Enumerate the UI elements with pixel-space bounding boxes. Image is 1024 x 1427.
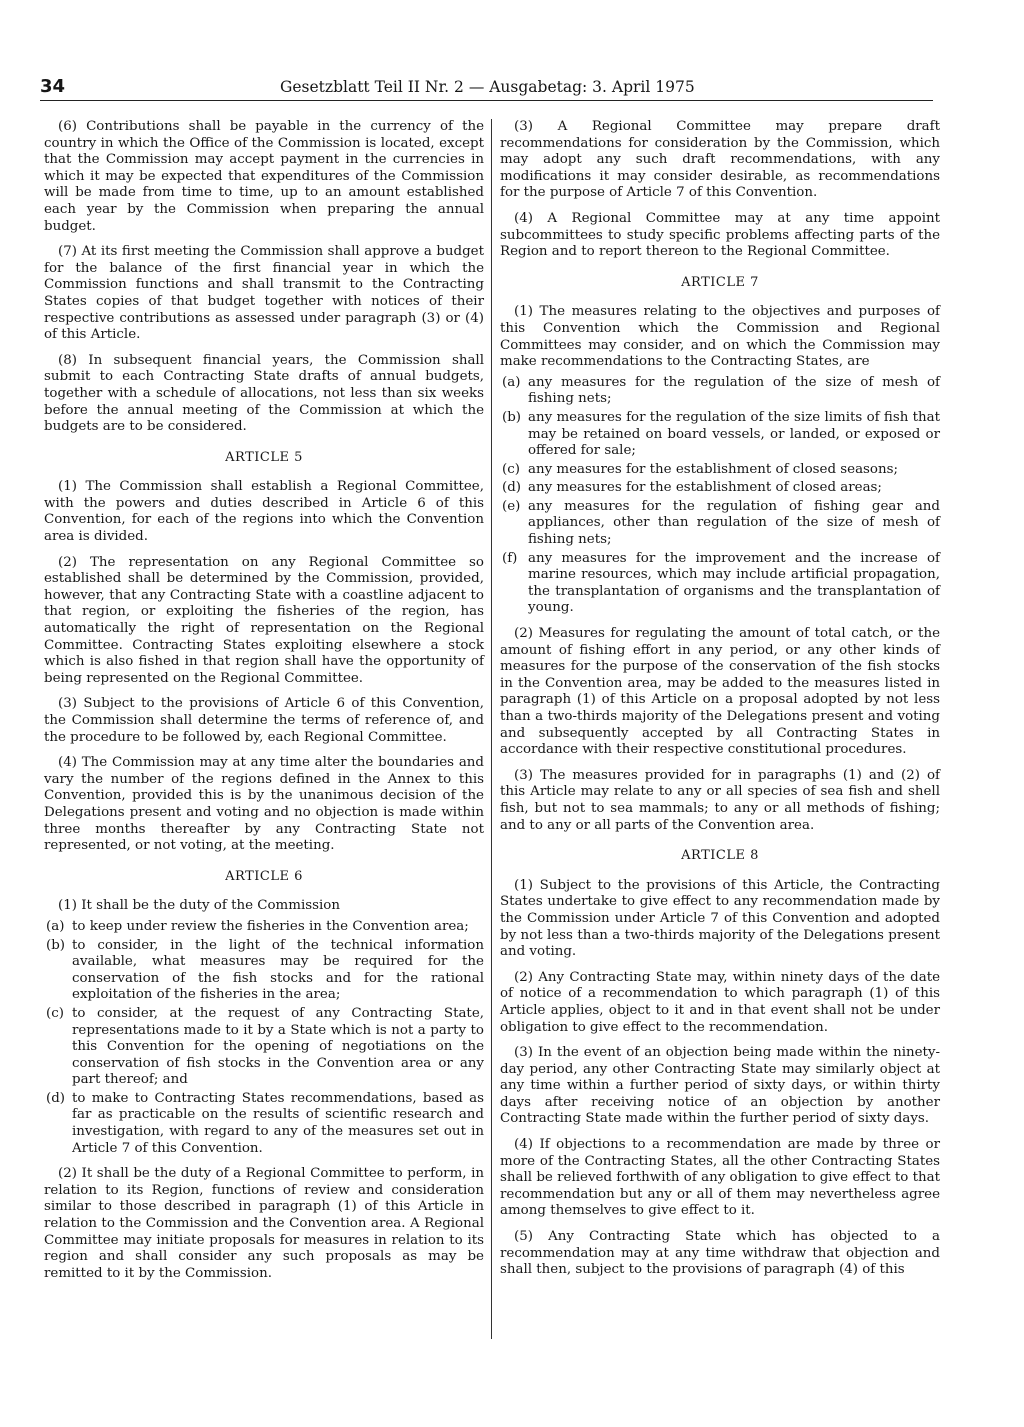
list-item [44, 1006, 484, 1089]
list-item-text: any measures for the regulation of fishing gear and appliances, other than regulation of the size of mesh of fishing nets; [528, 498, 940, 548]
list-item [44, 938, 484, 1004]
list-item-text: to consider, at the request of any Contracting State, representations made to it by a State which is not a party to this Convention for the opening of negotiations on the conservation of fish stocks in the Convention area or any part thereof; and [72, 1005, 484, 1088]
list-item-label: (a) [46, 918, 65, 934]
article8-paragraph2: (2) Any Contracting State may, within ninety days of the date of notice of a recommendation to which paragraph (1) of this Article applies, object to it and in that event shall not be under obligation to give effect to the recommendation. [500, 969, 940, 1035]
list-item-text: to keep under review the fisheries in the Convention area; [72, 918, 469, 934]
list-item-label: (c) [502, 461, 520, 477]
list-item [500, 410, 940, 460]
list-item-label: (c) [46, 1005, 64, 1021]
list-item-text: any measures for the establishment of closed seasons; [528, 461, 898, 477]
article5-paragraph3: (3) Subject to the provisions of Article 6 of this Convention, the Commission shall determine the terms of reference of, and the procedure to be followed by, each Regional Committee. [44, 696, 484, 745]
list-item-label: (b) [502, 409, 522, 425]
page-number: 34 [40, 76, 66, 97]
list-item-text: any measures for the regulation of the size of mesh of fishing nets; [528, 374, 940, 407]
running-title: Gesetzblatt Teil II Nr. 2 — Ausgabetag: 3. April 1975 [280, 78, 695, 96]
article6-paragraph2: (2) It shall be the duty of a Regional Committee to perform, in relation to its Region, functions of review and consideration similar to those described in paragraph (1) of this Article in relation to the Commission and the Convention area. A Regional Committee may initiate proposals for measures in relation to its region and shall consider any such proposals as may be remitted to it by the Commission. [44, 1166, 484, 1281]
list-item [500, 499, 940, 549]
column-divider [491, 119, 492, 1339]
list-item-text: any measures for the establishment of closed areas; [528, 480, 882, 496]
article5-paragraph2: (2) The representation on any Regional Committee so established shall be determined by the Commission, provided, however, that any Contracting State with a coastline adjacent to that region, or exploiting the fisheries of the region, has automatically the right of representation on the Regional Committee. Contracting States exploiting elsewhere a stock which is also fished in that region shall have the opportunity of being represented on the Regional Committee. [44, 554, 484, 686]
article7-paragraph3: (3) The measures provided for in paragraphs (1) and (2) of this Article may relate to any or all species of sea fish and shell fish, but not to sea mammals; to any or all methods of fishing; and to any or all parts of the Convention area. [500, 767, 940, 833]
list-item-text: any measures for the improvement and the increase of marine resources, which may include artificial propagation, the transplantation of organisms and the transplantation of young. [528, 550, 940, 616]
left-column [44, 119, 484, 1291]
list-item [500, 551, 940, 617]
article7-paragraph2: (2) Measures for regulating the amount of total catch, or the amount of fishing effort in any period, or any other kinds of measures for the purpose of the conservation of the fish stocks in the Convention area, may be added to the measures listed in paragraph (1) of this Article on a proposal adopted by not less than a two-thirds majority of the Delegations present and voting and subsequently accepted by all Contracting States in accordance with their respective constitutional procedures. [500, 626, 940, 758]
article4-paragraph6: (6) Contributions shall be payable in the currency of the country in which the Office of the Commission is located, except that the Commission may accept payment in the currencies in which it may be expected that expenditures of the Commission will be made from time to time, up to an amount established each year by the Commission when preparing the annual budget. [44, 119, 484, 234]
article5-paragraph4: (4) The Commission may at any time alter the boundaries and vary the number of the regions defined in the Annex to this Convention, provided this is by the unanimous decision of the Delegations present and voting and no objection is made within three months thereafter by any Contracting State not represented, or not voting, at the meeting. [44, 755, 484, 854]
article7-paragraph1-intro: (1) The measures relating to the objectives and purposes of this Convention which the Commission and Regional Committees may consider, and on which the Commission may make recommendations to the Contracting States, are [500, 304, 940, 370]
article8-paragraph5: (5) Any Contracting State which has objected to a recommendation may at any time withdraw that objection and shall then, subject to the provisions of paragraph (4) of this [500, 1229, 940, 1278]
article6-heading: ARTICLE 6 [225, 868, 303, 884]
article8-paragraph1: (1) Subject to the provisions of this Article, the Contracting States undertake to give effect to any recommendation made by the Commission under Article 7 of this Convention and adopted by not less than a two-thirds majority of the Delegations present and voting. [500, 877, 940, 960]
list-item-label: (d) [502, 480, 522, 496]
list-item-label: (b) [46, 937, 66, 953]
article8-heading: ARTICLE 8 [681, 848, 759, 864]
list-item [44, 919, 484, 936]
list-item-label: (d) [46, 1090, 66, 1106]
list-item-label: (f) [502, 550, 518, 566]
list-item-text: any measures for the regulation of the size limits of fish that may be retained on board vessels, or landed, or exposed or offered for sale; [528, 409, 940, 459]
article6-paragraph1-intro: (1) It shall be the duty of the Commission [58, 898, 340, 914]
page-header [40, 74, 933, 101]
list-item [500, 375, 940, 408]
list-item [500, 462, 940, 479]
article8-paragraph3: (3) In the event of an objection being made within the ninety-day period, any other Contracting State may similarly object at any time within a further period of sixty days, or within thirty days after receiving notice of an objection by another Contracting State made within the further period of sixty days. [500, 1045, 940, 1127]
article6-paragraph4: (4) A Regional Committee may at any time appoint subcommittees to study specific problems affecting parts of the Region and to report thereon to the Regional Committee. [500, 210, 940, 260]
list-item-label: (e) [502, 498, 521, 514]
article4-paragraph7: (7) At its first meeting the Commission shall approve a budget for the balance of the first financial year in which the Commission functions and shall transmit to the Contracting States copies of that budget together with notices of their respective contributions as assessed under paragraph (3) or (4) of this Article. [44, 244, 484, 343]
list-item-text: to make to Contracting States recommendations, based as far as practicable on the results of scientific research and investigation, with regard to any of the measures set out in Article 7 of this Convention. [72, 1090, 484, 1156]
article8-paragraph4: (4) If objections to a recommendation are made by three or more of the Contracting States, all the other Contracting States shall be relieved forthwith of any obligation to give effect to that recommendation but any or all of them may nevertheless agree among themselves to give effect to it. [500, 1137, 940, 1219]
list-item [44, 1091, 484, 1157]
article7-measures-list [500, 375, 940, 617]
article7-heading: ARTICLE 7 [681, 274, 759, 290]
list-item-text: to consider, in the light of the technical information available, what measures may be required for the conservation of the fish stocks and for the rational exploitation of the fisheries in the area; [72, 937, 484, 1003]
article6-duty-list [44, 919, 484, 1157]
right-column [500, 119, 940, 1288]
article4-paragraph8: (8) In subsequent financial years, the Commission shall submit to each Contracting State drafts of annual budgets, together with a schedule of allocations, not less than six weeks before the annual meeting of the Commission at which the budgets are to be considered. [44, 352, 484, 435]
article5-heading: ARTICLE 5 [225, 449, 303, 465]
article6-paragraph3: (3) A Regional Committee may prepare draft recommendations for consideration by the Commission, which may adopt any such draft recommendations, with any modifications it may consider desirable, as recommendations for the purpose of Article 7 of this Convention. [500, 119, 940, 201]
list-item [500, 480, 940, 497]
list-item-label: (a) [502, 374, 521, 390]
article5-paragraph1: (1) The Commission shall establish a Regional Committee, with the powers and duties described in Article 6 of this Convention, for each of the regions into which the Convention area is divided. [44, 479, 484, 545]
